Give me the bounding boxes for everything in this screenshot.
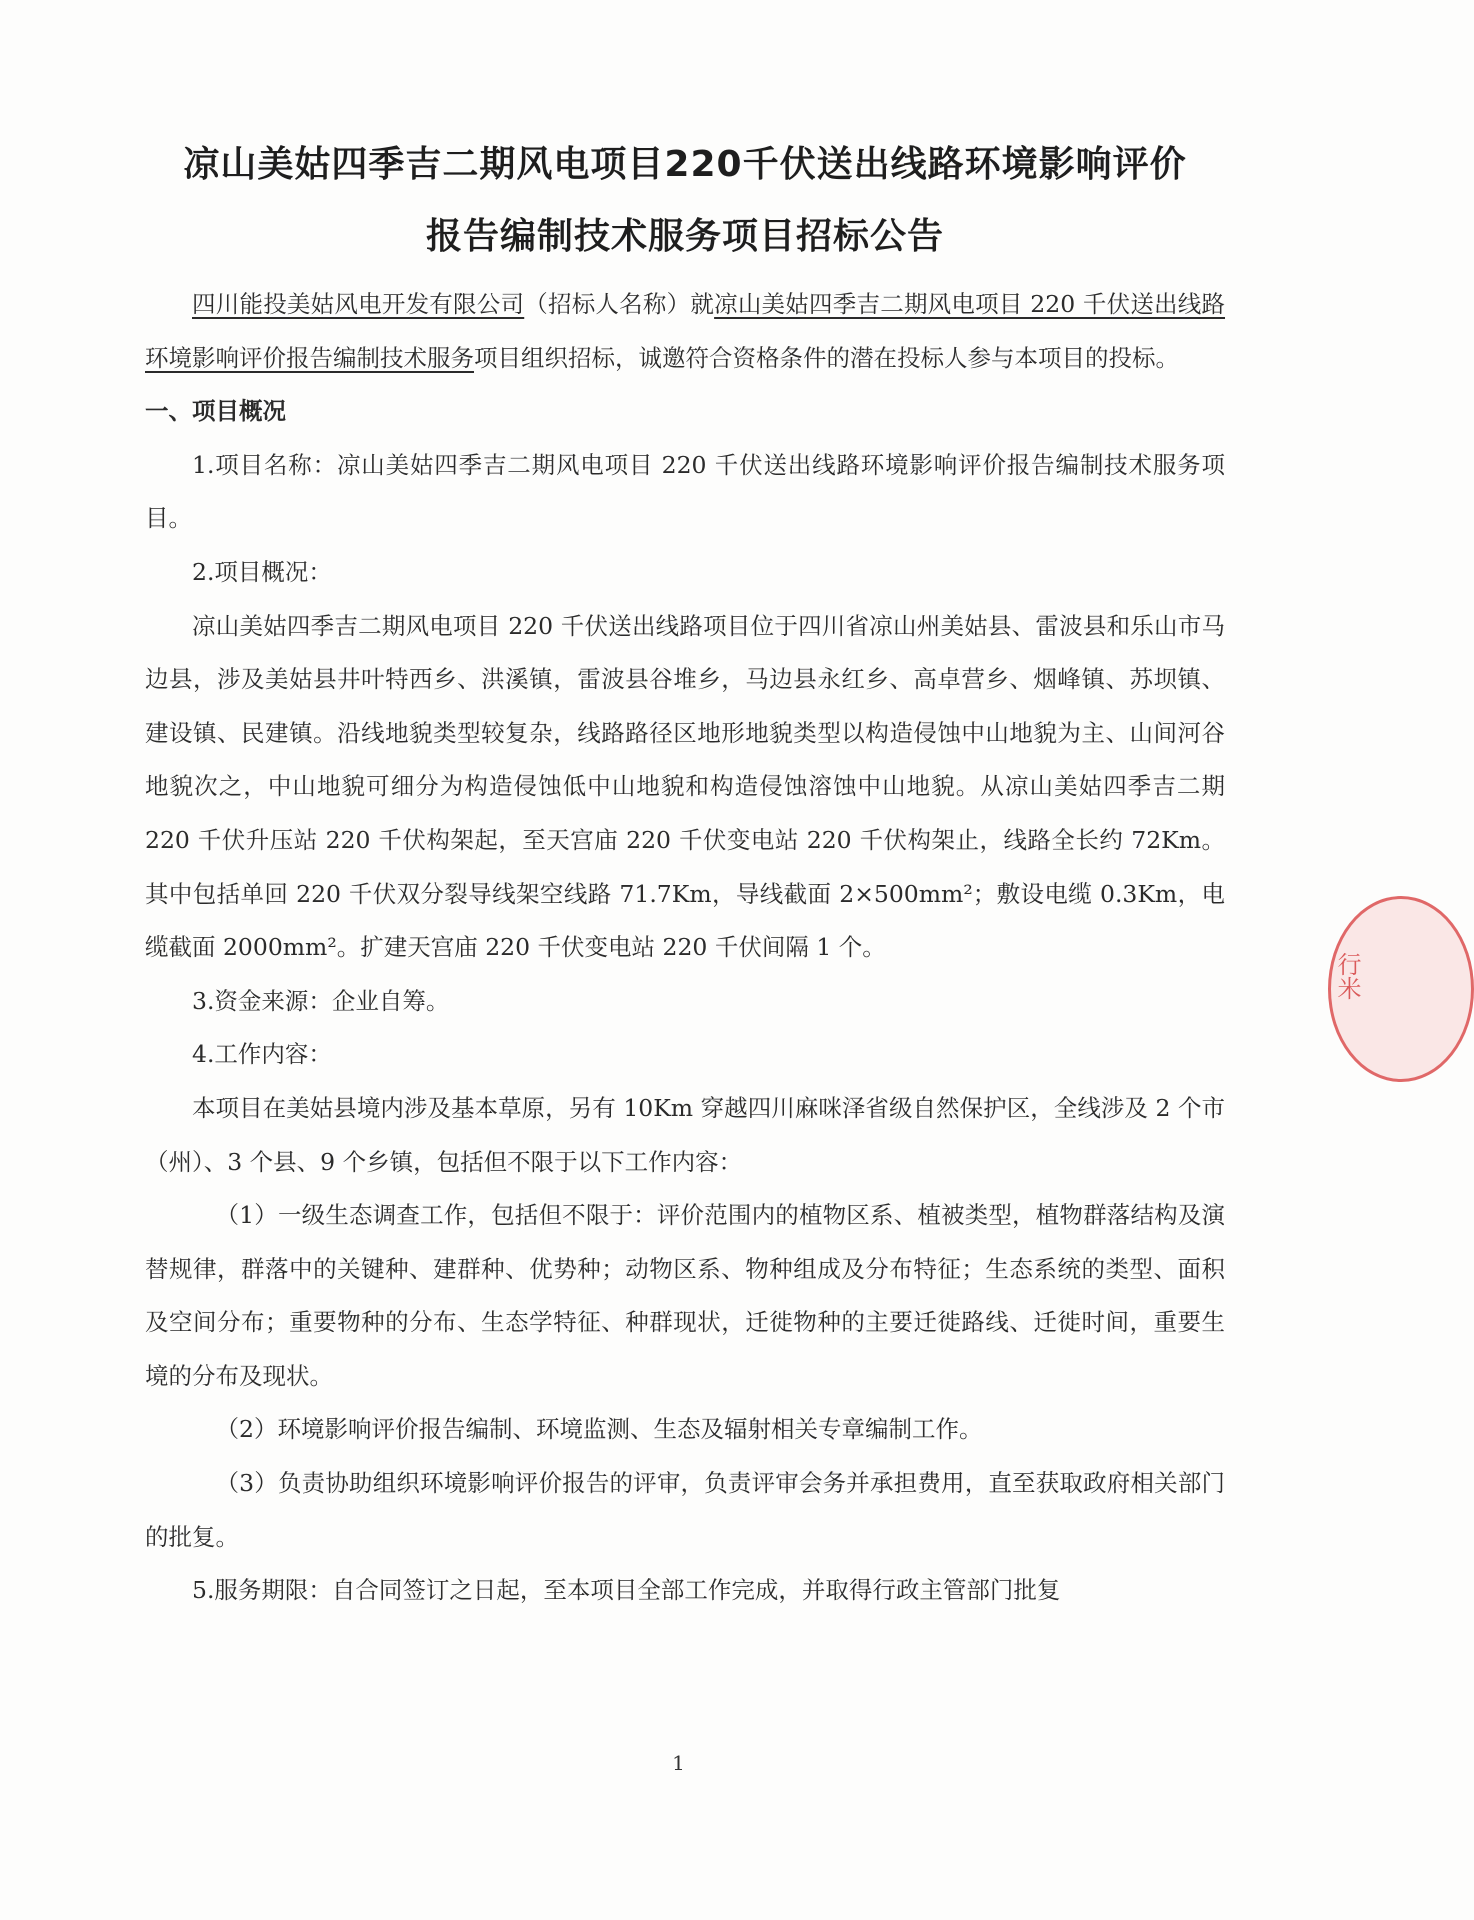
intro-rest: 项目组织招标，诚邀符合资格条件的潜在投标人参与本项目的投标。: [474, 343, 1179, 372]
document-body: [145, 278, 1225, 1618]
document-title-line-2: 报告编制技术服务项目招标公告: [425, 216, 944, 257]
work-content-sub-3: （3）负责协助组织环境影响评价报告的评审，负责评审会务并承担费用，直至获取政府相关部门的批复。: [145, 1469, 1225, 1551]
section-heading-overview: 一、项目概况: [145, 397, 286, 426]
work-content-sub-2: （2）环境影响评价报告编制、环境监测、生态及辐射相关专章编制工作。: [215, 1415, 983, 1444]
item-project-name: 1.项目名称：凉山美姑四季吉二期风电项目 220 千伏送出线路环境影响评价报告编制技术服务项目。: [145, 450, 1225, 533]
tenderer-note: （招标人名称）就: [524, 290, 715, 318]
item-funding-source: 3.资金来源：企业自筹。: [192, 986, 450, 1015]
document-title-line-1: 凉山美姑四季吉二期风电项目220千伏送出线路环境影响评价: [183, 144, 1187, 185]
item-work-content-text: 本项目在美姑县境内涉及基本草原，另有 10Km 穿越四川麻咪泽省级自然保护区，全线涉及 2 个市（州）、3 个县、9 个乡镇，包括但不限于以下工作内容：: [145, 1093, 1225, 1176]
work-content-sub-1: （1）一级生态调查工作，包括但不限于：评价范围内的植物区系、植被类型，植物群落结构及演替规律，群落中的关键种、建群种、优势种；动物区系、物种组成及分布特征；生态系统的类型、面积及空间分布；重要物种的分布、生态学特征、种群现状，迁徙物种的主要迁徙路线、迁徙时间，重要生境的分布及现状。: [145, 1201, 1225, 1390]
item-service-period: 5.服务期限：自合同签订之日起，至本项目全部工作完成，并取得行政主管部门批复: [192, 1576, 1061, 1605]
tenderer-name: 四川能投美姑风电开发有限公司: [192, 290, 525, 318]
project-name: 凉山美姑四季吉二期风电项目 220 千伏送出线路环境影响评价报告编制技术服务: [145, 290, 1226, 372]
item-project-overview-text: 凉山美姑四季吉二期风电项目 220 千伏送出线路项目位于四川省凉山州美姑县、雷波县和乐山市马边县，涉及美姑县井叶特西乡、洪溪镇，雷波县谷堆乡，马边县永红乡、高卓营乡、烟峰镇、苏坝镇、建设镇、民建镇。沿线地貌类型较复杂，线路路径区地形地貌类型以构造侵蚀中山地貌为主、山间河谷地貌次之，中山地貌可细分为构造侵蚀低中山地貌和构造侵蚀溶蚀中山地貌。从凉山美姑四季吉二期 220 千伏升压站 220 千伏构架起，至天宫庙 220 千伏变电站 220 千伏构架止，线路全长约 72Km。其中包括单回 220 千伏双分裂导线架空线路 71.7Km，导线截面 2×500mm²；敷设电缆 0.3Km，电缆截面 2000mm²。扩建天宫庙 220 千伏变电站 220 千伏间隔 1 个。: [145, 611, 1225, 962]
item-work-content-heading: 4.工作内容：: [192, 1040, 332, 1069]
seal-text: 行米: [1333, 952, 1361, 1000]
page-number: 1: [672, 1751, 685, 1775]
item-project-overview-heading: 2.项目概况：: [192, 557, 332, 586]
intro-paragraph: [145, 278, 1225, 385]
